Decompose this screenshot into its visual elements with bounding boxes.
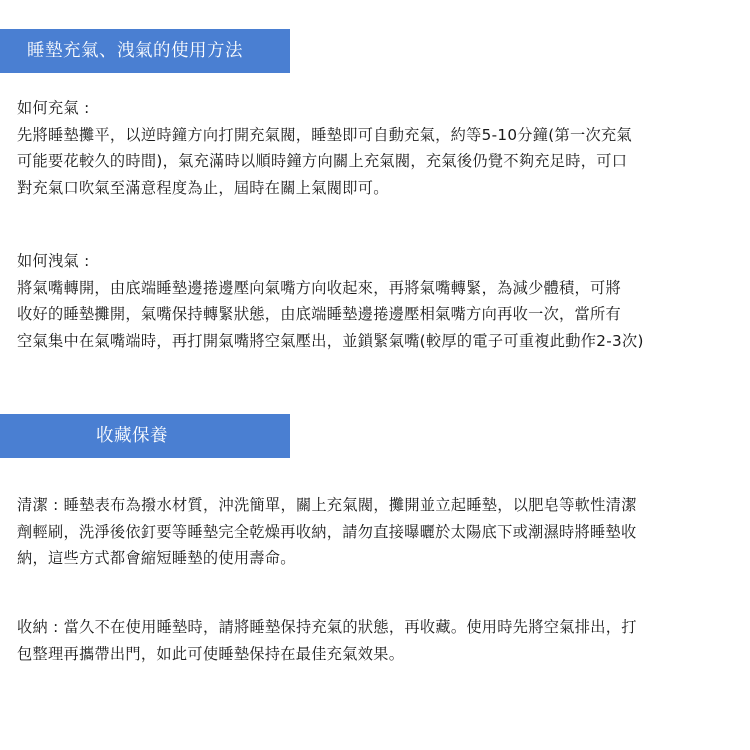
deflate-label: 如何洩氣 : bbox=[17, 252, 90, 270]
deflate-line: 收好的睡墊攤開，氣嘴保持轉緊狀態，由底端睡墊邊捲邊壓相氣嘴方向再收一次，當所有 bbox=[17, 305, 622, 323]
inflate-line: 先將睡墊攤平，以逆時鐘方向打開充氣閥，睡墊即可自動充氣，約等5-10分鐘(第一次充氣 bbox=[17, 125, 632, 144]
deflate-line: 將氣嘴轉開，由底端睡墊邊捲邊壓向氣嘴方向收起來，再將氣嘴轉緊，為減少體積，可將 bbox=[17, 278, 622, 297]
deflate-instructions bbox=[17, 248, 739, 354]
inflate-instructions bbox=[17, 95, 739, 201]
cleaning-line: 納，這些方式都會縮短睡墊的使用壽命。 bbox=[17, 549, 296, 567]
section-header-storage: 收藏保養 bbox=[0, 414, 290, 458]
deflate-line: 空氣集中在氣嘴端時，再打開氣嘴將空氣壓出，並鎖緊氣嘴(較厚的電子可重複此動作2-3次) bbox=[17, 331, 644, 350]
storing-instructions bbox=[17, 614, 739, 667]
inflate-label: 如何充氣 : bbox=[17, 99, 90, 117]
cleaning-line: 清潔 : 睡墊表布為撥水材質，沖洗簡單，關上充氣閥，攤開並立起睡墊，以肥皂等軟性清潔 bbox=[17, 496, 637, 514]
inflate-line: 可能要花較久的時間)，氣充滿時以順時鐘方向關上充氣閥，充氣後仍覺不夠充足時，可口 bbox=[17, 152, 628, 170]
section-header-inflate-deflate: 睡墊充氣、洩氣的使用方法 bbox=[0, 29, 290, 73]
inflate-line: 對充氣口吹氣至滿意程度為止，屆時在關上氣閥即可。 bbox=[17, 178, 389, 197]
storing-line: 收納 : 當久不在使用睡墊時，請將睡墊保持充氣的狀態，再收藏。使用時先將空氣排出，打 bbox=[17, 618, 637, 636]
storing-line: 包整理再攜帶出門，如此可使睡墊保持在最佳充氣效果。 bbox=[17, 644, 405, 663]
cleaning-instructions bbox=[17, 492, 739, 572]
cleaning-line: 劑輕刷，洗淨後依釘要等睡墊完全乾燥再收納，請勿直接曝曬於太陽底下或潮濕時將睡墊收 bbox=[17, 522, 637, 541]
